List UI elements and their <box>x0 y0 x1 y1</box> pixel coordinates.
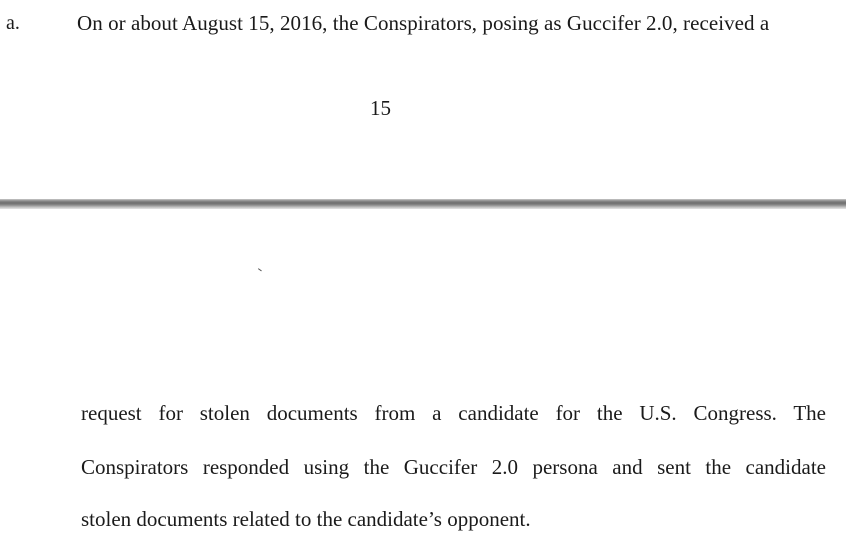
paragraph-line: stolen documents related to the candidate’s opponent. <box>81 507 531 531</box>
page-number: 15 <box>370 96 391 120</box>
page-break-divider <box>0 199 846 209</box>
scan-speck <box>256 268 262 274</box>
page-top-section <box>0 0 846 198</box>
paragraph-first-line: On or about August 15, 2016, the Conspirators, posing as Guccifer 2.0, received a <box>77 11 770 35</box>
item-marker: a. <box>6 12 20 34</box>
paragraph-line: request for stolen documents from a candidate for the U.S. Congress. The <box>81 401 826 425</box>
paragraph-line: Conspirators responded using the Guccifer 2.0 persona and sent the candidate <box>81 455 826 479</box>
